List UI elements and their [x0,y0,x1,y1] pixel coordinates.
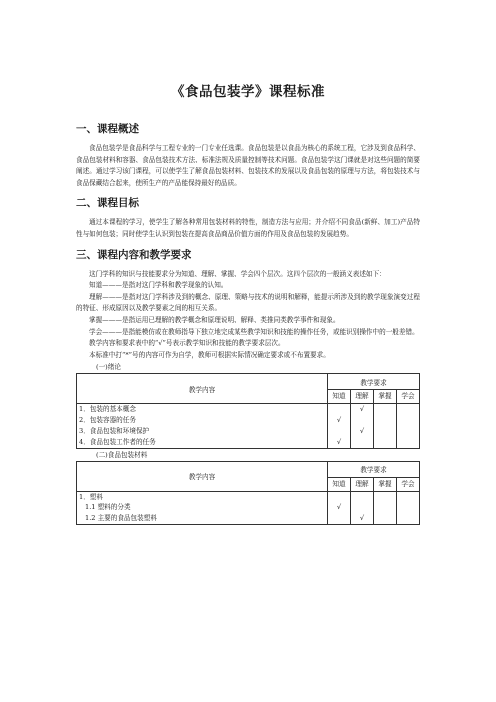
table-row-item: 2．包装容器的任务 [79,416,136,425]
requirements-table-intro [76,373,420,448]
levels-intro: 这门学科的知识与技能要求分为知道、理解、掌握、学会四个层次。这四个层次的一般涵义表述如下： [89,269,386,278]
table-row-item: 1.2 主要的食品包装塑料 [85,514,157,523]
know-marks [328,491,351,524]
level-header-master: 掌握 [374,477,397,491]
asterisk-note: 本标准中打“*”号的内容可作为自学，教师可根据实际情况确定要求或不布置要求。 [89,350,330,359]
table-row-item: 4．食品包装工作者的任务 [79,437,156,446]
check-mark: √ [359,426,365,435]
table-caption-intro: (一)绪论 [96,363,121,372]
check-mark-note: 教学内容和要求表中的“√”号表示教学知识和技能的教学要求层次。 [89,339,285,348]
table-content-cell [77,404,328,448]
check-mark: √ [359,405,365,414]
learn-marks [397,404,420,448]
check-mark [353,492,371,503]
section-heading-goals: 二、课程目标 [76,197,139,210]
goals-paragraph: 通过本课程的学习，使学生了解各种常用包装材料的特性，制造方法与应用；并介绍不同食品(新鲜、加工)产品特性与如何包装；同时使学生认识到包装在提高食品商品价值方面的作用及食品包装的发展趋势。 [76,218,420,238]
document-title: 《食品包装学》课程标准 [171,84,325,100]
check-mark [353,415,371,426]
understand-marks [351,404,374,448]
check-mark [330,426,348,437]
requirements-table-materials [76,461,420,525]
overview-paragraph: 食品包装学是食品科学与工程专业的一门专业任选课。食品包装是以食品为核心的系统工程，它涉及到食品科学、食品包装材料和容器、食品包装技术方法、标准法规及质量控制等技术问题。食品包装学这门课就是对这些问题的简要阐述。通过学习该门课程，可以使学生了解食品包装材料、包装技术的发展以及食品包装的原理与方法，将包装技术与食品保藏结合起来，使所生产的产品能保持最好的品质。 [76,144,420,187]
check-mark: √ [336,416,342,425]
check-mark [330,513,348,524]
table-content-cell [77,491,328,524]
level-header-know: 知道 [328,477,351,491]
section-heading-content: 三、课程内容和教学要求 [76,248,192,261]
learn-marks [397,491,420,524]
table-row-item: 3．食品包装和环境保护 [79,426,150,435]
table-row-item: 1．包装的基本概念 [79,405,136,414]
master-marks [374,404,397,448]
check-mark [330,404,348,415]
level-know-definition: 知道———是指对这门学科和教学现象的认知。 [89,281,228,290]
check-mark [353,437,371,448]
understand-marks [351,491,374,524]
level-learn-definition: 学会———是指能模仿或在教师指导下独立地完成某些教学知识和技能的操作任务，或能识别操作中的一般差错。 [89,327,419,336]
level-header-learn: 学会 [397,477,420,491]
level-header-learn: 学会 [397,390,420,404]
table-header-requirements: 教学要求 [328,461,420,477]
level-header-master: 掌握 [374,390,397,404]
table-header-content: 教学内容 [77,374,328,404]
table-row-item: 1.1 塑料的分类 [85,503,131,512]
master-marks [374,491,397,524]
know-marks [328,404,351,448]
check-mark: √ [336,503,342,512]
check-mark: √ [336,437,342,446]
check-mark: √ [359,514,365,523]
table-header-content: 教学内容 [77,461,328,491]
level-master-definition: 掌握———是指运用已理解的教学概念和原理说明、解释、类推同类教学事件和现象。 [89,315,340,324]
check-mark [353,502,371,513]
level-understand-definition: 理解———是指对这门学科涉及到的概念、原理、策略与技术的说明和解释，能提示所涉及到的教学现象演变过程的特征、形成原因以及教学要素之间的相互关系。 [76,292,420,313]
table-row-item: 1．塑料 [79,492,103,501]
table-caption-materials: (二)食品包装材料 [96,450,148,459]
level-header-understand: 理解 [351,390,374,404]
check-mark [330,492,348,503]
table-header-requirements: 教学要求 [328,374,420,390]
level-header-understand: 理解 [351,477,374,491]
section-heading-overview: 一、课程概述 [76,123,139,135]
level-header-know: 知道 [328,390,351,404]
